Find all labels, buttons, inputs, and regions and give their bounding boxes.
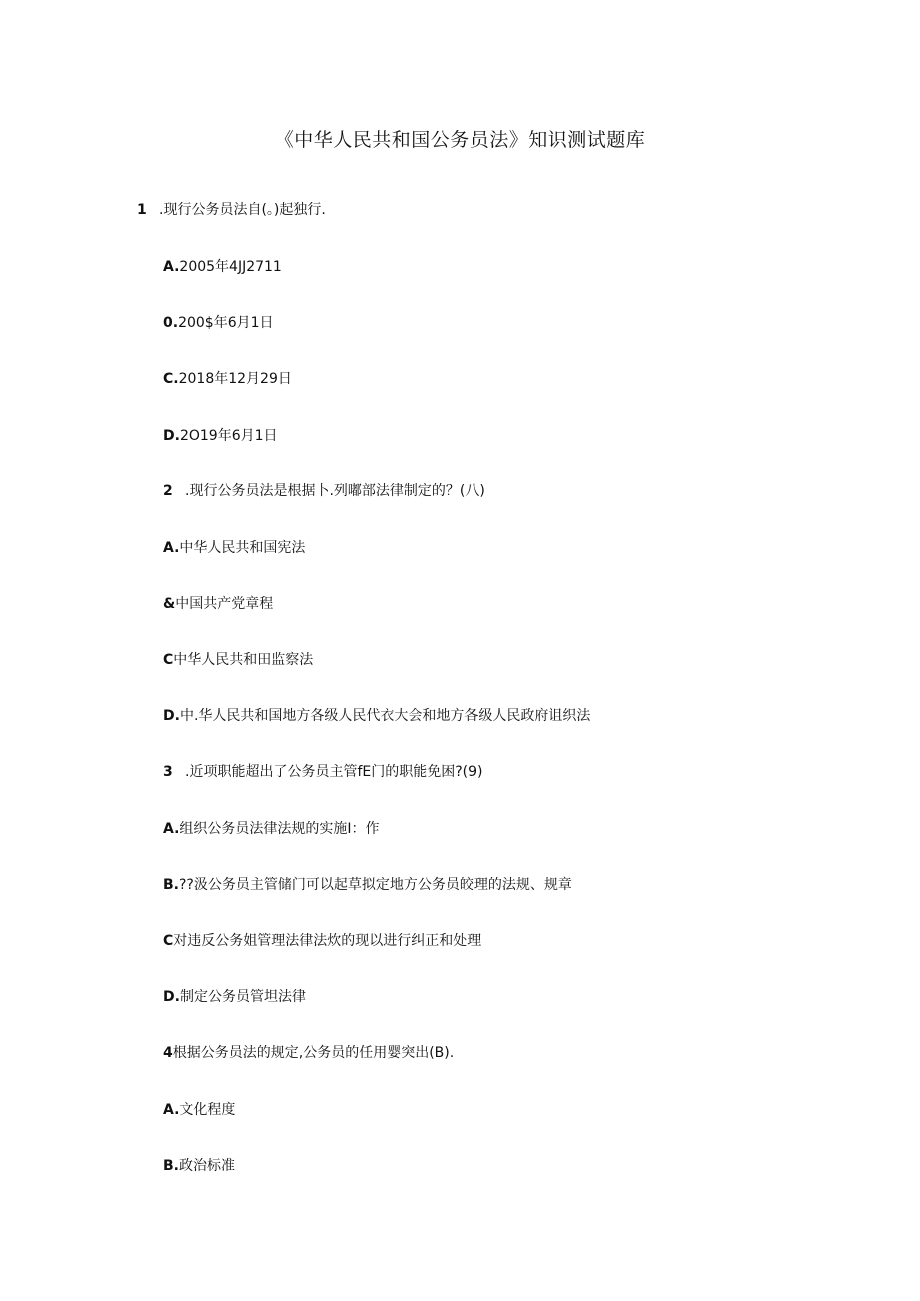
option-text: 中.华人民共和国地方各级人民代衣大会和地方各级人民政府诅织法 xyxy=(179,708,591,724)
question-1 xyxy=(137,200,326,220)
option-text: ??汲公务员主管储门可以起草拟定地方公务员皎理的法规、规章 xyxy=(179,877,572,893)
option-3d xyxy=(163,987,306,1007)
question-number: 2 xyxy=(163,483,173,499)
option-letter: A. xyxy=(163,1102,180,1118)
question-text: .近项职能超出了公务员主管fE门的职能免困?(9) xyxy=(185,764,483,780)
option-1a xyxy=(163,257,282,277)
option-3b xyxy=(163,875,572,895)
option-letter: B. xyxy=(163,877,179,893)
option-text: 组织公务员法律法规的实施I：作 xyxy=(179,821,380,837)
option-letter: A. xyxy=(163,259,180,275)
option-letter: C xyxy=(163,652,174,668)
option-letter: & xyxy=(163,596,176,612)
question-text: .现行公务员法自(。)起独行. xyxy=(159,202,326,218)
question-text: 根据公务员法的规定,公务员的任用婴突出(B). xyxy=(172,1045,455,1061)
option-letter: C. xyxy=(163,371,179,387)
option-3c xyxy=(163,931,481,951)
option-2c xyxy=(163,650,313,670)
option-text: 制定公务员管坦法律 xyxy=(179,989,306,1005)
option-text: 中华人民共和田监察法 xyxy=(173,652,314,668)
option-letter: D. xyxy=(163,989,180,1005)
option-3a xyxy=(163,819,380,839)
question-3 xyxy=(163,762,483,782)
option-letter: 0. xyxy=(163,315,179,331)
question-number: 1 xyxy=(137,202,147,218)
option-2d xyxy=(163,706,590,726)
option-4a xyxy=(163,1100,235,1120)
option-letter: B. xyxy=(163,1158,179,1174)
option-text: 中华人民共和国宪法 xyxy=(179,540,306,556)
option-text: 200$年6月1日 xyxy=(178,315,274,331)
option-text: 2018年12月29日 xyxy=(178,371,292,387)
option-text: 政治标准 xyxy=(179,1158,235,1174)
option-text: 2005年4JJ2711 xyxy=(179,259,282,275)
question-number: 4 xyxy=(163,1045,173,1061)
question-4 xyxy=(163,1043,454,1063)
option-letter: A. xyxy=(163,540,180,556)
option-text: 对违反公务姐管理法律法炊的现以进行纠正和处理 xyxy=(173,933,482,949)
option-1c xyxy=(163,369,292,389)
option-text: 中国共产党章程 xyxy=(175,596,274,612)
question-text: .现行公务员法是根据卜.列嘟部法律制定的？(八) xyxy=(185,483,485,499)
option-2b xyxy=(163,594,273,614)
option-1d xyxy=(163,426,278,446)
option-letter: D. xyxy=(163,708,180,724)
question-2 xyxy=(163,481,485,501)
option-text: 2O19年6月1日 xyxy=(179,428,278,444)
question-number: 3 xyxy=(163,764,173,780)
option-4b xyxy=(163,1156,235,1176)
option-text: 文化程度 xyxy=(179,1102,236,1118)
option-letter: D. xyxy=(163,428,180,444)
document-title: 《中华人民共和国公务员法》知识测试题库 xyxy=(274,129,646,151)
option-letter: C xyxy=(163,933,174,949)
option-2a xyxy=(163,538,305,558)
option-letter: A. xyxy=(163,821,180,837)
option-1b xyxy=(163,313,274,333)
